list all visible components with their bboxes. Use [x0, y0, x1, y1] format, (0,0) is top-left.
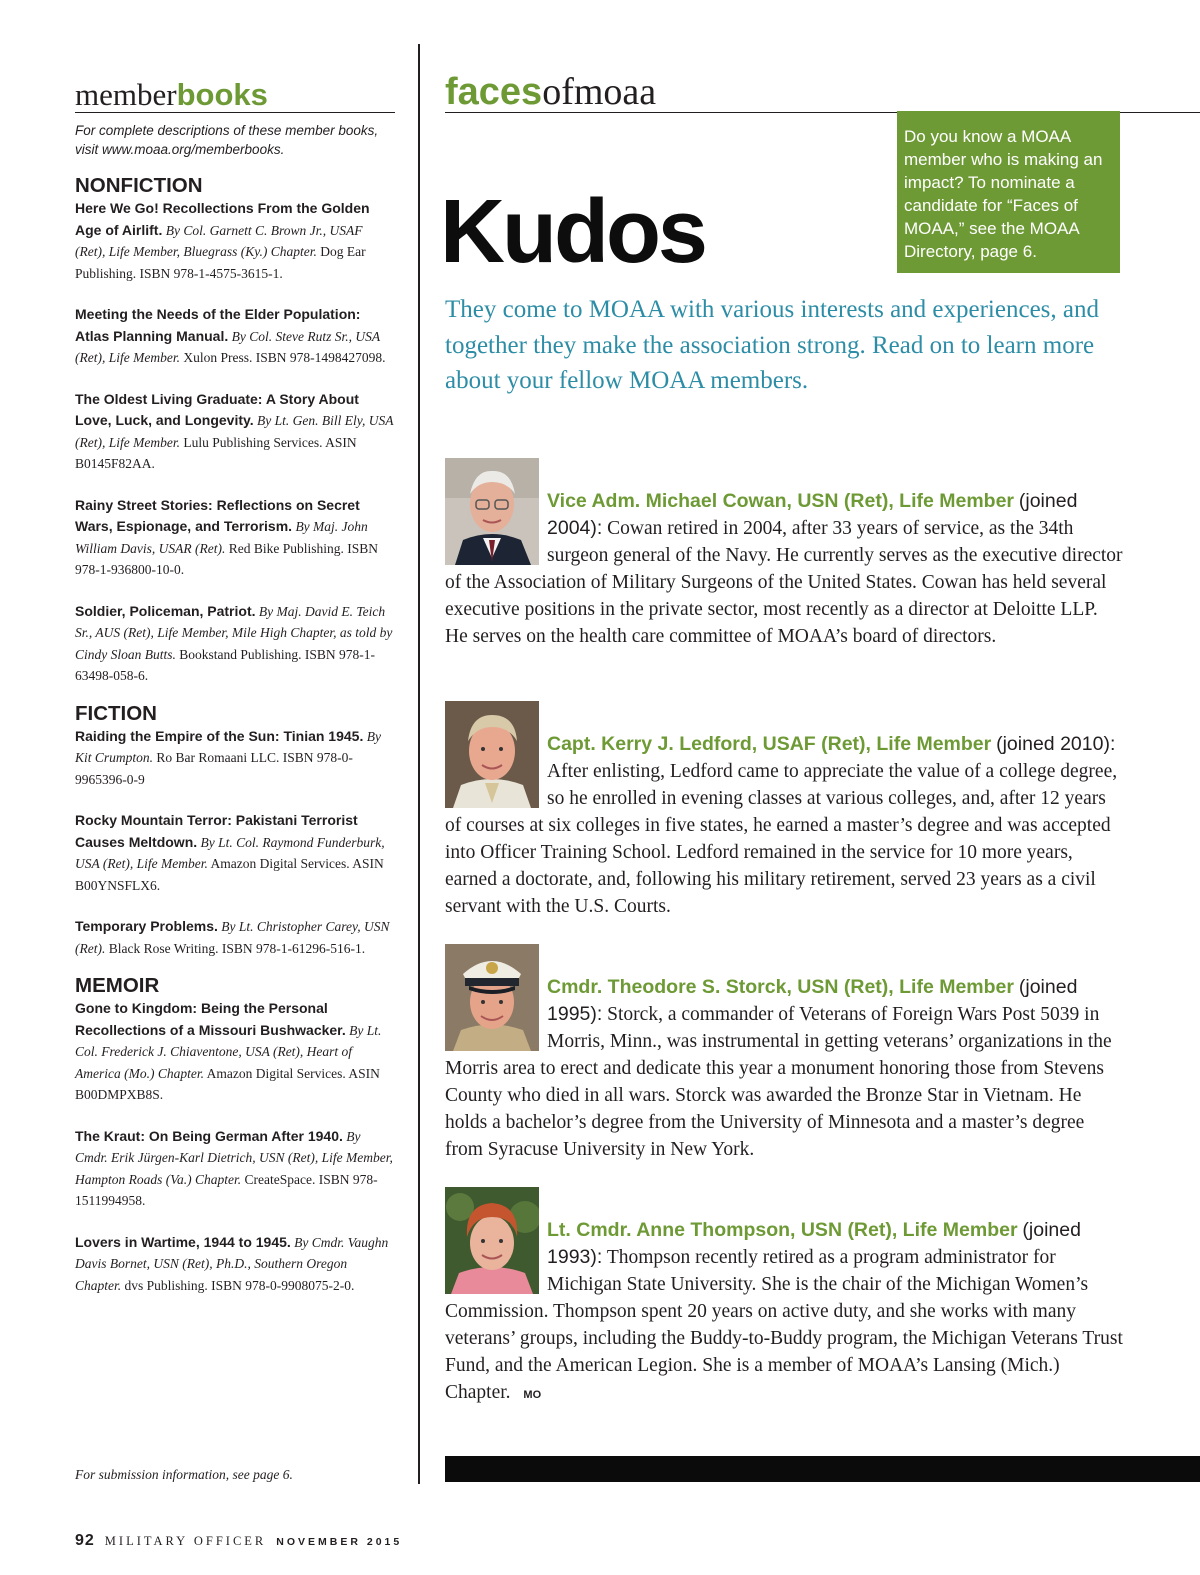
member-bio: Cowan retired in 2004, after 33 years of service, as the 34th surgeon general of the Navy. He currently serves as the executive director of the Association of Military Surgeons of the United States. Cowan has held several executive positions in the private sector, most recently as a director at Deloitte LLP. He serves on the health care committee of MOAA’s board of directors. — [445, 518, 1123, 647]
genre-heading: NONFICTION — [75, 174, 203, 197]
book-entry: The Kraut: On Being German After 1940. By Cmdr. Erik Jürgen-Karl Dietrich, USN (Ret), Life Member, Hampton Roads (Va.) Chapter. CreateSpace. ISBN 978-1511994958. — [75, 1127, 393, 1208]
genre-heading: FICTION — [75, 701, 157, 725]
member-name: Vice Adm. Michael Cowan, USN (Ret), Life Member — [547, 490, 1015, 512]
member-joined: (joined 1995): — [547, 976, 1078, 1025]
member-books-intro: For complete descriptions of these member books, visit www.moaa.org/memberbooks. — [75, 123, 379, 157]
member-books-column — [75, 78, 395, 1296]
book-entry: Temporary Problems. By Lt. Christopher Carey, USN (Ret). Black Rose Writing. ISBN 978-1-61296-516-1. — [75, 918, 390, 956]
book-entry: Raiding the Empire of the Sun: Tinian 1945. By Kit Crumpton. Ro Bar Romaani LLC. ISBN 978-0-9965396-0-9 — [75, 727, 381, 787]
book-entry: Meeting the Needs of the Elder Population: Atlas Planning Manual. By Col. Steve Rutz Sr., USA (Ret), Life Member. Xulon Press. ISBN 978-1498427098. — [75, 306, 386, 365]
member-bio: Storck, a commander of Veterans of Foreign Wars Post 5039 in Morris, Minn., was instrumental in getting veterans’ organizations in the Morris area to erect and dedicate this year a monument honoring those from Stevens County who died in all wars. Storck was awarded the Bronze Star in Vietnam. He holds a bachelor’s degree from the University of Minnesota and a master’s degree from Syracuse University in New York. — [445, 1004, 1112, 1160]
member-profile — [445, 701, 1125, 920]
member-name: Cmdr. Theodore S. Storck, USN (Ret), Life Member — [547, 976, 1014, 998]
book-entry: Rocky Mountain Terror: Pakistani Terrorist Causes Meltdown. By Lt. Col. Raymond Funderburk, USA (Ret), Life Member. Amazon Digital Services. ASIN B00YNSFLX6. — [75, 812, 385, 893]
member-bio: Thompson recently retired as a program administrator for Michigan State University. She is the chair of the Michigan Women’s Commission. Thompson spent 20 years on active duty, and she works with many veterans’ groups, including the Buddy-to-Buddy program, the Michigan Veterans Trust Fund, and the American Legion. She is a member of MOAA’s Lansing (Mich.) Chapter. — [445, 1247, 1123, 1403]
member-profile — [445, 944, 1125, 1163]
lede-paragraph: They come to MOAA with various interests and experiences, and together they make the association strong. Read on to learn more about your fellow MOAA members. — [445, 296, 1099, 394]
book-entry: Here We Go! Recollections From the Golden Age of Airlift. By Col. Garnett C. Brown Jr., USAF (Ret), Life Member, Bluegrass (Ky.) Chapter. Dog Ear Publishing. ISBN 978-1-4575-3615-1. — [75, 200, 370, 281]
member-name: Capt. Kerry J. Ledford, USAF (Ret), Life Member — [547, 733, 992, 755]
member-profile — [445, 458, 1125, 650]
member-photo — [445, 1187, 539, 1294]
book-entry: Rainy Street Stories: Reflections on Secret Wars, Espionage, and Terrorism. By Maj. John William Davis, USAR (Ret). Red Bike Publishing. ISBN 978-1-936800-10-0. — [75, 496, 378, 577]
issue-date: NOVEMBER 2015 — [276, 1536, 403, 1548]
member-bio: After enlisting, Ledford came to appreciate the value of a college degree, so he enrolled in evening classes at various colleges, and, after 12 years of courses at six colleges in five states, he earned a master’s degree and was accepted into Officer Training School. Ledford remained in the service for 10 more years, earned a doctorate, and, following his military retirement, served 23 years as a civil servant with the U.S. Courts. — [445, 761, 1118, 917]
book-entry: The Oldest Living Graduate: A Story About Love, Luck, and Longevity. By Lt. Gen. Bill Ely, USA (Ret), Life Member. Lulu Publishing Services. ASIN B0145F82AA. — [75, 390, 394, 471]
nominate-callout: Do you know a MOAA member who is making an impact? To nominate a candidate for “Faces of MOAA,” see the MOAA Directory, page 6. — [897, 111, 1120, 273]
magazine-name: MILITARY OFFICER — [104, 1534, 267, 1548]
member-name: Lt. Cmdr. Anne Thompson, USN (Ret), Life Member — [547, 1219, 1018, 1241]
submission-note: For submission information, see page 6. — [75, 1467, 293, 1482]
book-entry: Gone to Kingdom: Being the Personal Recollections of a Missouri Bushwacker. By Lt. Col. Frederick J. Chiaventone, USA (Ret), Heart of America (Mo.) Chapter. Amazon Digital Services. ASIN B00DMPXB8S. — [75, 1000, 382, 1102]
column-divider — [418, 44, 420, 1484]
page-title: Kudos — [440, 182, 705, 282]
book-entry: Lovers in Wartime, 1944 to 1945. By Cmdr. Vaughn Davis Bornet, USN (Ret), Ph.D., Southern Oregon Chapter. dvs Publishing. ISBN 978-0-9908075-2-0. — [75, 1233, 389, 1293]
member-joined: (joined 1993): — [547, 1219, 1081, 1268]
page-footer — [75, 1532, 402, 1550]
member-joined: (joined 2010): — [996, 733, 1116, 755]
member-joined: (joined 2004): — [547, 490, 1078, 539]
faces-of-moaa-header: facesofmoaa — [445, 72, 1200, 113]
book-entry: Soldier, Policeman, Patriot. By Maj. David E. Teich Sr., AUS (Ret), Life Member, Mile High Chapter, as told by Cindy Sloan Butts. Bookstand Publishing. ISBN 978-1-63498-058-6. — [75, 602, 393, 683]
member-photo — [445, 944, 539, 1051]
member-profile — [445, 1187, 1125, 1409]
page-number: 92 — [75, 1532, 95, 1549]
member-books-header: memberbooks — [75, 78, 395, 113]
member-photo — [445, 458, 539, 565]
bottom-rule — [445, 1456, 1200, 1482]
end-mark: MO — [523, 1389, 542, 1401]
genre-heading: MEMOIR — [75, 974, 160, 997]
member-photo — [445, 701, 539, 808]
